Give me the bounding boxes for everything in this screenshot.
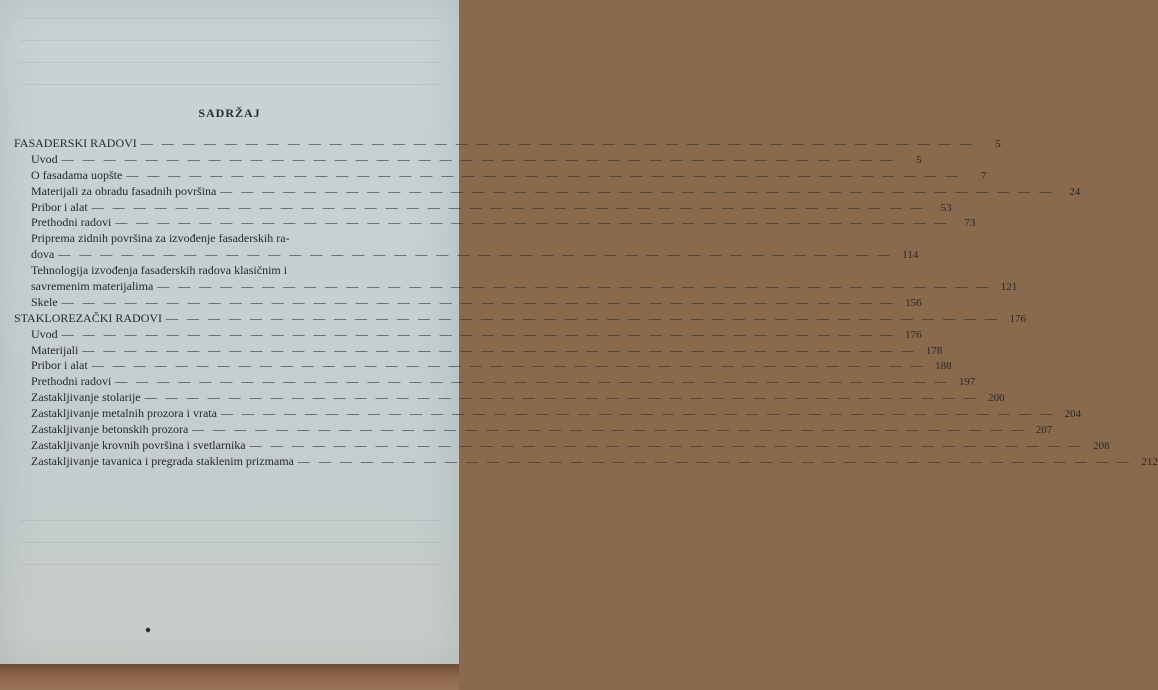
leader-dashes: — — — — — — — — — — — — — — — — — — — — — — — — — — — — — — — — — — — — — — — — [126, 167, 961, 182]
toc-entry-label-cont: dova [31, 247, 55, 262]
toc-page-number: 121 [1000, 281, 1018, 294]
toc-page-number: 7 [980, 169, 987, 182]
toc-entry-continuation [14, 279, 1018, 295]
toc-entry [14, 453, 1158, 470]
toc-entry-label: Tehnologija izvođenja fasaderskih radova klasičnim i [31, 263, 288, 278]
leader-dashes: — — — — — — — — — — — — — — — — — — — — — — — — — — — — — — — — — — — — — — — — [249, 437, 1084, 452]
toc-page-number: 208 [1093, 439, 1110, 452]
toc-entry [14, 390, 1005, 406]
show-through-text [20, 564, 440, 565]
toc-page-number: 176 [1009, 312, 1027, 325]
toc-entry [14, 406, 1081, 422]
background-surface [0, 664, 459, 690]
toc-entry-label: Uvod [31, 151, 58, 166]
toc-entry-label-cont: savremenim materijalima [31, 279, 154, 294]
toc-entry [14, 151, 922, 168]
toc-page-number: 188 [935, 360, 952, 373]
page-title: SADRŽAJ [198, 106, 261, 120]
toc-page-number: 5 [916, 153, 922, 166]
leader-dashes: — — — — — — — — — — — — — — — — — — — — — — — — — — — — — — — — — — — — — — — — [82, 342, 917, 357]
toc-entry [14, 437, 1110, 454]
toc-entry [14, 326, 922, 343]
toc-entry [14, 183, 1081, 200]
toc-page-number: 178 [925, 344, 943, 357]
toc-entry-label: O fasadama uopšte [31, 167, 123, 182]
toc-page-number: 197 [958, 376, 976, 389]
leader-dashes: — — — — — — — — — — — — — — — — — — — — — — — — — — — — — — — — — — — — — — — — [91, 199, 926, 214]
leader-dashes: — — — — — — — — — — — — — — — — — — — — — — — — — — — — — — — — — — — — — — — — [115, 374, 950, 389]
toc-entry [14, 199, 952, 216]
toc-entry [14, 358, 952, 374]
toc-entry-continuation [14, 247, 919, 263]
toc-entry-label: Zastakljivanje stolarije [31, 390, 141, 405]
toc-entry-label: Materijali za obradu fasadnih površina [31, 183, 217, 198]
leader-dashes: — — — — — — — — — — — — — — — — — — — — — — — — — — — — — — — — — — — — — — — — [61, 151, 896, 166]
toc-entry-label: Prethodni radovi [31, 374, 112, 389]
toc-page-number: 73 [964, 217, 976, 230]
leader-dashes: — — — — — — — — — — — — — — — — — — — — — — — — — — — — — — — — — — — — — — — — [61, 294, 896, 309]
leader-dashes: — — — — — — — — — — — — — — — — — — — — — — — — — — — — — — — — — — — — — — — — [157, 279, 992, 294]
leader-dashes: — — — — — — — — — — — — — — — — — — — — — — — — — — — — — — — — — — — — — — — — [144, 390, 979, 405]
ink-mark [145, 627, 150, 632]
toc-entry-label: Uvod [31, 326, 58, 341]
toc-page-number: 176 [905, 328, 922, 341]
table-of-contents [14, 136, 1158, 470]
leader-dashes: — — — — — — — — — — — — — — — — — — — — — — — — — — — — — — — — — — — — — — — — [61, 326, 896, 341]
toc-section-heading [14, 310, 1027, 327]
toc-page-number: 114 [902, 249, 919, 262]
show-through-text [20, 542, 440, 543]
toc-entry-label: Zastakljivanje betonskih prozora [31, 422, 189, 437]
toc-page-number: 207 [1035, 424, 1053, 437]
show-through-text [20, 40, 440, 41]
toc-entry-label: Prethodni radovi [31, 215, 112, 230]
toc-page-number: 24 [1069, 185, 1081, 198]
toc-entry [14, 263, 444, 279]
toc-entry-label: Skele [31, 294, 58, 309]
show-through-text [20, 18, 440, 19]
toc-entry-label: Pribor i alat [31, 358, 88, 373]
toc-entry-label: FASADERSKI RADOVI [14, 136, 137, 150]
toc-entry-label: Zastakljivanje metalnih prozora i vrata [31, 406, 217, 421]
leader-dashes: — — — — — — — — — — — — — — — — — — — — — — — — — — — — — — — — — — — — — — — — [140, 136, 975, 150]
toc-entry-label: Zastakljivanje krovnih površina i svetlarnika [31, 437, 246, 452]
toc-entry-label: Materijali [31, 342, 79, 357]
toc-entry [14, 167, 987, 184]
toc-entry [14, 342, 943, 359]
toc-entry-label: Priprema zidnih površina za izvođenje fasaderskih ra- [31, 231, 290, 246]
toc-entry [14, 374, 976, 390]
toc-page-number: 5 [995, 138, 1001, 150]
toc-entry-label: Pribor i alat [31, 199, 88, 214]
leader-dashes: — — — — — — — — — — — — — — — — — — — — — — — — — — — — — — — — — — — — — — — — [192, 422, 1027, 437]
toc-entry [14, 231, 444, 247]
leader-dashes: — — — — — — — — — — — — — — — — — — — — — — — — — — — — — — — — — — — — — — — — [297, 453, 1132, 468]
toc-entry-label: STAKLOREZAČKI RADOVI [14, 310, 163, 325]
toc-page-number: 53 [940, 201, 952, 214]
show-through-text [20, 520, 440, 521]
toc-section-heading [14, 136, 1001, 152]
leader-dashes: — — — — — — — — — — — — — — — — — — — — — — — — — — — — — — — — — — — — — — — — [220, 406, 1055, 421]
toc-page-number: 156 [905, 296, 922, 309]
toc-page-number: 204 [1064, 408, 1081, 421]
toc-entry [14, 422, 1053, 438]
leader-dashes: — — — — — — — — — — — — — — — — — — — — — — — — — — — — — — — — — — — — — — — — [91, 358, 926, 373]
toc-page-number: 212 [1141, 455, 1158, 468]
leader-dashes: — — — — — — — — — — — — — — — — — — — — — — — — — — — — — — — — — — — — — — — — [58, 247, 893, 262]
leader-dashes: — — — — — — — — — — — — — — — — — — — — — — — — — — — — — — — — — — — — — — — — [115, 215, 950, 230]
toc-entry [14, 215, 976, 231]
leader-dashes: — — — — — — — — — — — — — — — — — — — — — — — — — — — — — — — — — — — — — — — — [220, 183, 1055, 198]
toc-entry-label: Zastakljivanje tavanica i pregrada staklenim prizmama [31, 453, 294, 468]
toc-page-number: 200 [988, 392, 1005, 405]
show-through-text [20, 62, 440, 63]
leader-dashes: — — — — — — — — — — — — — — — — — — — — — — — — — — — — — — — — — — — — — — — — [166, 310, 1001, 325]
toc-entry [14, 294, 922, 311]
show-through-text [20, 84, 440, 85]
